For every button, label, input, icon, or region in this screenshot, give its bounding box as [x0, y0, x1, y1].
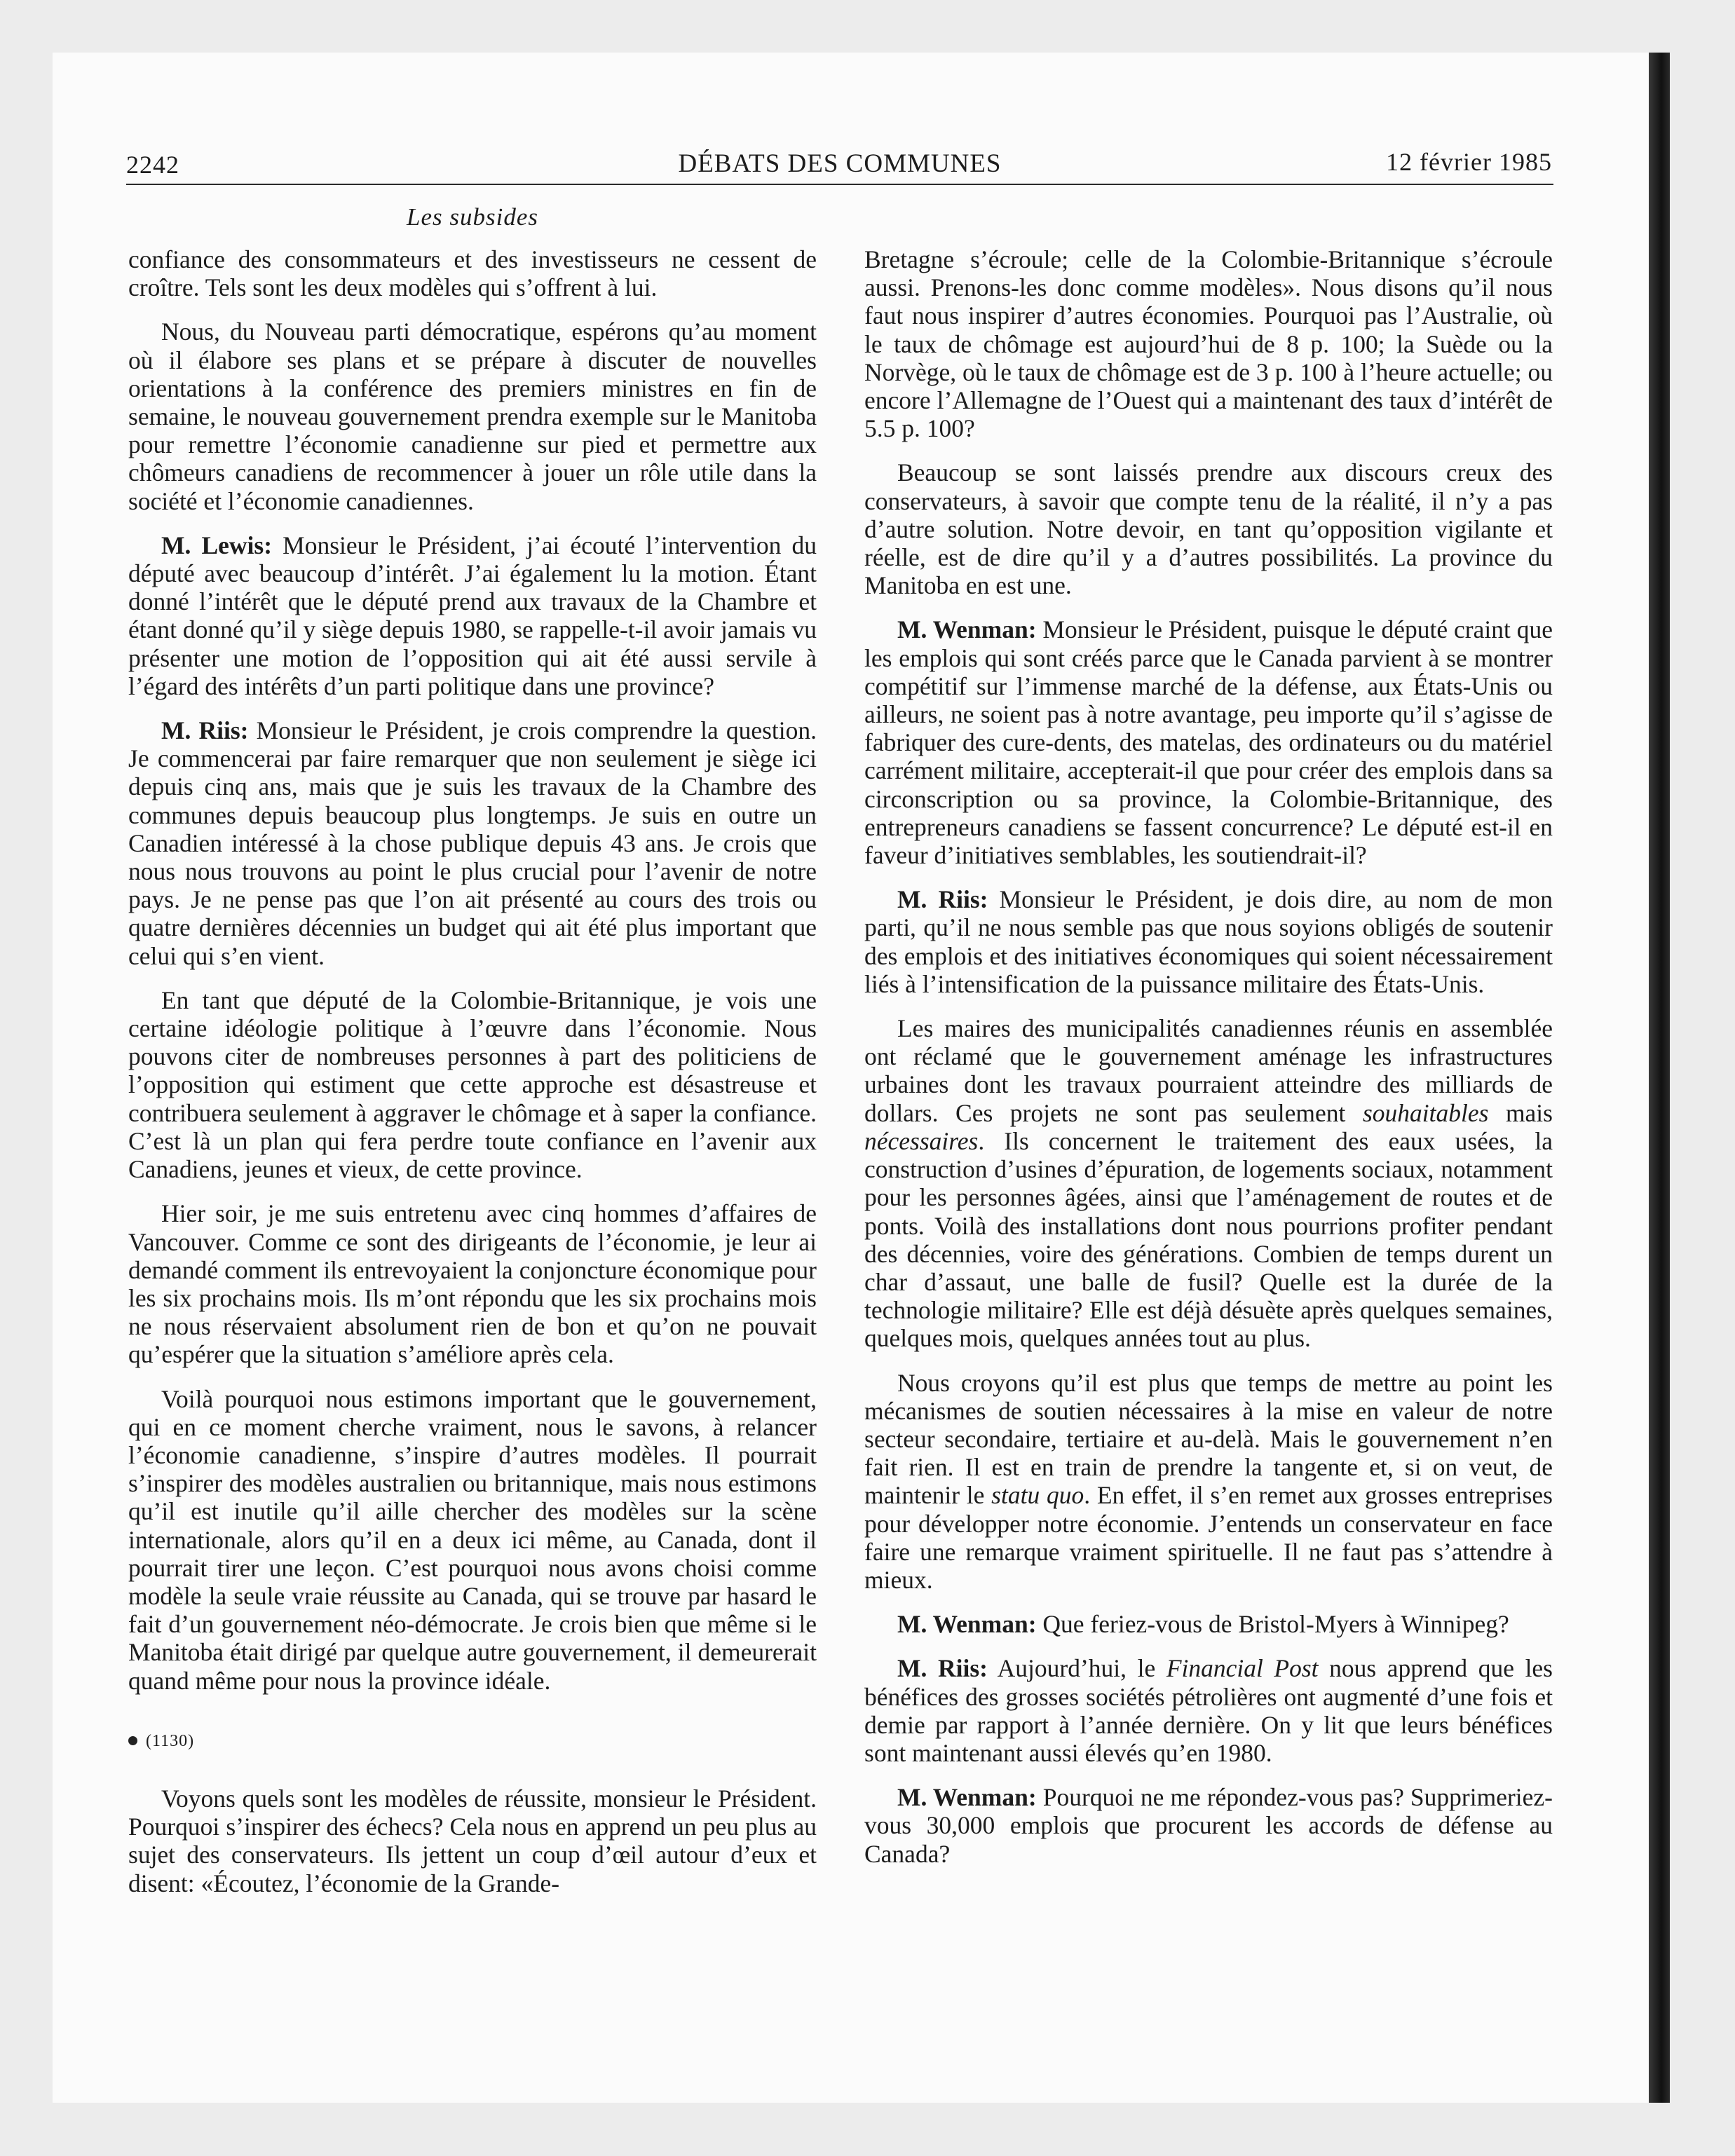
bullet-icon: [128, 1736, 137, 1745]
speech-text: Monsieur le Président, je crois comprendre la question. Je commencerai par faire remarquer que non seulement je siège ici depuis cinq ans, mais que je suis les travaux de la Chambre des communes depuis beaucoup plus longtemps. Je suis en outre un Canadien intéressé à la chose publique depuis 43 ans. Je crois que nous nous trouvons au point le plus crucial pour l’avenir de notre pays. Je ne pense pas que l’on ait présenté au cours des trois ou quatre dernières décennies un budget qui ait été plus important que celui qui s’en vient.: [128, 716, 817, 970]
paragraph: [128, 716, 817, 970]
paragraph: Hier soir, je me suis entretenu avec cinq hommes d’affaires de Vancouver. Comme ce sont des dirigeants de l’économie, je leur ai demandé comment ils entrevoyaient la conjoncture économique pour les six prochains mois. Ils m’ont répondu que les six prochains mois ne nous réservaient absolument rien de bon et qu’on ne pouvait qu’espérer que la situation s’améliore après cela.: [128, 1199, 817, 1369]
paragraph: [864, 615, 1553, 869]
paragraph: [864, 1610, 1553, 1638]
paragraph: En tant que député de la Colombie-Britannique, je vois une certaine idéologie politique à l’œuvre dans l’économie. Nous pouvons citer de nombreuses personnes à part des politiciens de l’opposition qui estiment que cette approche est désastreuse et contribuera seulement à aggraver le chômage et à saper la confiance. C’est là un plan qui fera perdre toute confiance en l’avenir aux Canadiens, jeunes et vieux, de cette province.: [128, 985, 817, 1184]
speaker-name: M. Riis:: [897, 1654, 988, 1683]
paragraph: Voyons quels sont les modèles de réussite, monsieur le Président. Pourquoi s’inspirer des échecs? Cela nous en apprend un peu plus au sujet des conservateurs. Ils jettent un coup d’œil autour d’eux et disent: «Écoutez, l’économie de la Grande-: [128, 1784, 817, 1897]
text-run: nous apprend que les bénéfices des grosses sociétés pétrolières ont augmenté d’une fois et demie par rapport à l’année dernière. On y lit que leurs bénéfices sont maintenant aussi élevés qu’en 1980.: [864, 1654, 1553, 1767]
speech-text: Monsieur le Président, puisque le député craint que les emplois qui sont créés parce que le Canada parvient à se montrer compétitif sur l’immense marché de la défense, aux États-Unis ou ailleurs, ne soient pas à notre avantage, peu importe qu’il s’agisse de fabriquer des cure-dents, des matelas, des ordinateurs ou du matériel carrément militaire, accepterait-il que pour créer des emplois dans sa circonscription ou sa province, la Colombie-Britannique, des entrepreneurs canadiens se fassent concurrence? Le député est-il en faveur d’initiatives semblables, les soutiendrait-il?: [864, 615, 1553, 870]
right-column: [864, 245, 1553, 1884]
text-run: Les maires des municipalités canadiennes réunis en assemblée ont réclamé que le gouvernement aménage les infrastructures urbaines dont les travaux pourraient atteindre des milliards de dollars. Ces projets ne sont pas seulement: [864, 1014, 1553, 1127]
paragraph: Beaucoup se sont laissés prendre aux discours creux des conservateurs, à savoir que compte tenu de la réalité, il n’y a pas d’autre solution. Notre devoir, en tant qu’opposition vigilante et réelle, est de dire qu’il y a d’autres possibilités. La province du Manitoba en est une.: [864, 458, 1553, 600]
speech-text: Monsieur le Président, je dois dire, au nom de mon parti, qu’il ne nous semble pas que nous soyions obligés de soutenir des emplois et des initiatives économiques qui soient nécessairement liés à l’intensification de la puissance militaire des États-Unis.: [864, 885, 1553, 998]
emphasis: Financial Post: [1166, 1654, 1319, 1683]
paragraph: [128, 531, 817, 700]
running-title: DÉBATS DES COMMUNES: [678, 149, 1002, 178]
text-run: Aujourd’hui, le: [987, 1654, 1166, 1683]
speaker-name: M. Riis:: [161, 716, 249, 745]
scan-edge: [1649, 53, 1670, 2103]
speech-text: Pourquoi ne me répondez-vous pas? Supprimeriez-vous 30,000 emplois que procurent les accords de défense au Canada?: [864, 1783, 1553, 1868]
text-run: . Ils concernent le traitement des eaux usées, la construction d’usines d’épuration, de logements sociaux, notamment pour les personnes âgées, ainsi que l’aménagement de routes et de ponts. Voilà des installations dont nous pourrions profiter pendant des décennies, voire des générations. Combien de temps durent un char d’assaut, une balle de fusil? Quelle est la durée de la technologie militaire? Elle est déjà désuète après quelques semaines, quelques mois, quelques années tout au plus.: [864, 1126, 1553, 1353]
section-title: Les subsides: [407, 203, 538, 231]
paragraph: confiance des consommateurs et des investisseurs ne cessent de croître. Tels sont les deux modèles qui s’offrent à lui.: [128, 245, 817, 302]
time-marker-text: (1130): [146, 1731, 195, 1750]
emphasis: nécessaires: [864, 1126, 979, 1155]
speaker-name: M. Wenman:: [897, 615, 1037, 644]
time-marker: [128, 1727, 817, 1755]
text-run: mais: [1488, 1098, 1553, 1127]
speech-text: Que feriez-vous de Bristol-Myers à Winnipeg?: [1036, 1610, 1509, 1639]
text-run: . En effet, il s’en remet aux grosses entreprises pour développer notre économie. J’entends un conservateur en face faire une remarque vraiment spirituelle. Il ne faut pas s’attendre à mieux.: [864, 1481, 1553, 1594]
page-header: [126, 144, 1553, 186]
paragraph: [864, 885, 1553, 998]
paragraph: Voilà pourquoi nous estimons important que le gouvernement, qui en ce moment cherche vraiment, nous le savons, à relancer l’économie canadienne, s’inspire d’autres modèles. Il pourrait s’inspirer des modèles australien ou britannique, mais nous estimons qu’il est inutile qu’il aille chercher des modèles sur la scène internationale, alors qu’il en a deux ici même, au Canada, dont il pourrait tirer une leçon. C’est pourquoi nous avons choisi comme modèle la seule vraie réussite au Canada, qui se trouve par hasard le fait d’un gouvernement néo-démocrate. Je crois bien que même si le Manitoba était dirigé par quelque autre gouvernement, il demeurerait quand même pour nous la province idéale.: [128, 1384, 817, 1695]
left-column: [128, 245, 817, 1913]
speaker-name: M. Wenman:: [897, 1610, 1037, 1639]
header-date: 12 février 1985: [1386, 148, 1552, 176]
paragraph: [864, 1654, 1553, 1767]
speech-text: Monsieur le Président, j’ai écouté l’intervention du député avec beaucoup d’intérêt. J’ai également lu la motion. Étant donné l’intérêt que le député prend aux travaux de la Chambre et étant donné qu’il y siège depuis 1980, se rappelle-t-il avoir jamais vu présenter une motion de l’opposition qui ait été aussi servile à l’égard des intérêts d’un parti politique dans une province?: [128, 531, 817, 700]
paragraph: [864, 1369, 1553, 1595]
emphasis: souhaitables: [1362, 1098, 1489, 1127]
speaker-name: M. Lewis:: [161, 531, 273, 559]
speaker-name: M. Wenman:: [897, 1783, 1037, 1812]
paragraph: [864, 1783, 1553, 1868]
header-rule: [126, 184, 1553, 185]
paragraph: Bretagne s’écroule; celle de la Colombie-Britannique s’écroule aussi. Prenons-les donc comme modèles». Nous disons qu’il nous faut nous inspirer d’autres économies. Pourquoi pas l’Australie, où le taux de chômage est aujourd’hui de 8 p. 100; la Suède ou la Norvège, où le taux de chômage est de 3 p. 100 à l’heure actuelle; ou encore l’Allemagne de l’Ouest qui a maintenant des taux d’intérêt de 5.5 p. 100?: [864, 245, 1553, 443]
paragraph: Nous, du Nouveau parti démocratique, espérons qu’au moment où il élabore ses plans et se prépare à discuter de nouvelles orientations à la conférence des premiers ministres en fin de semaine, le nouveau gouvernement prendra exemple sur le Manitoba pour remettre l’économie canadienne sur pied et permettre aux chômeurs canadiens de recommencer à jouer un rôle utile dans la société et l’économie canadiennes.: [128, 318, 817, 515]
emphasis: statu quo: [991, 1481, 1084, 1510]
paragraph: [864, 1014, 1553, 1352]
page-number: 2242: [126, 151, 179, 179]
speaker-name: M. Riis:: [897, 885, 988, 914]
text-run: Nous croyons qu’il est plus que temps de mettre au point les mécanismes de soutien nécessaires à la mise en valeur de notre secteur secondaire, tertiaire et au-delà. Mais le gouvernement n’en fait rien. Il est en train de prendre la tangente et, si on veut, de maintenir le: [864, 1368, 1553, 1510]
